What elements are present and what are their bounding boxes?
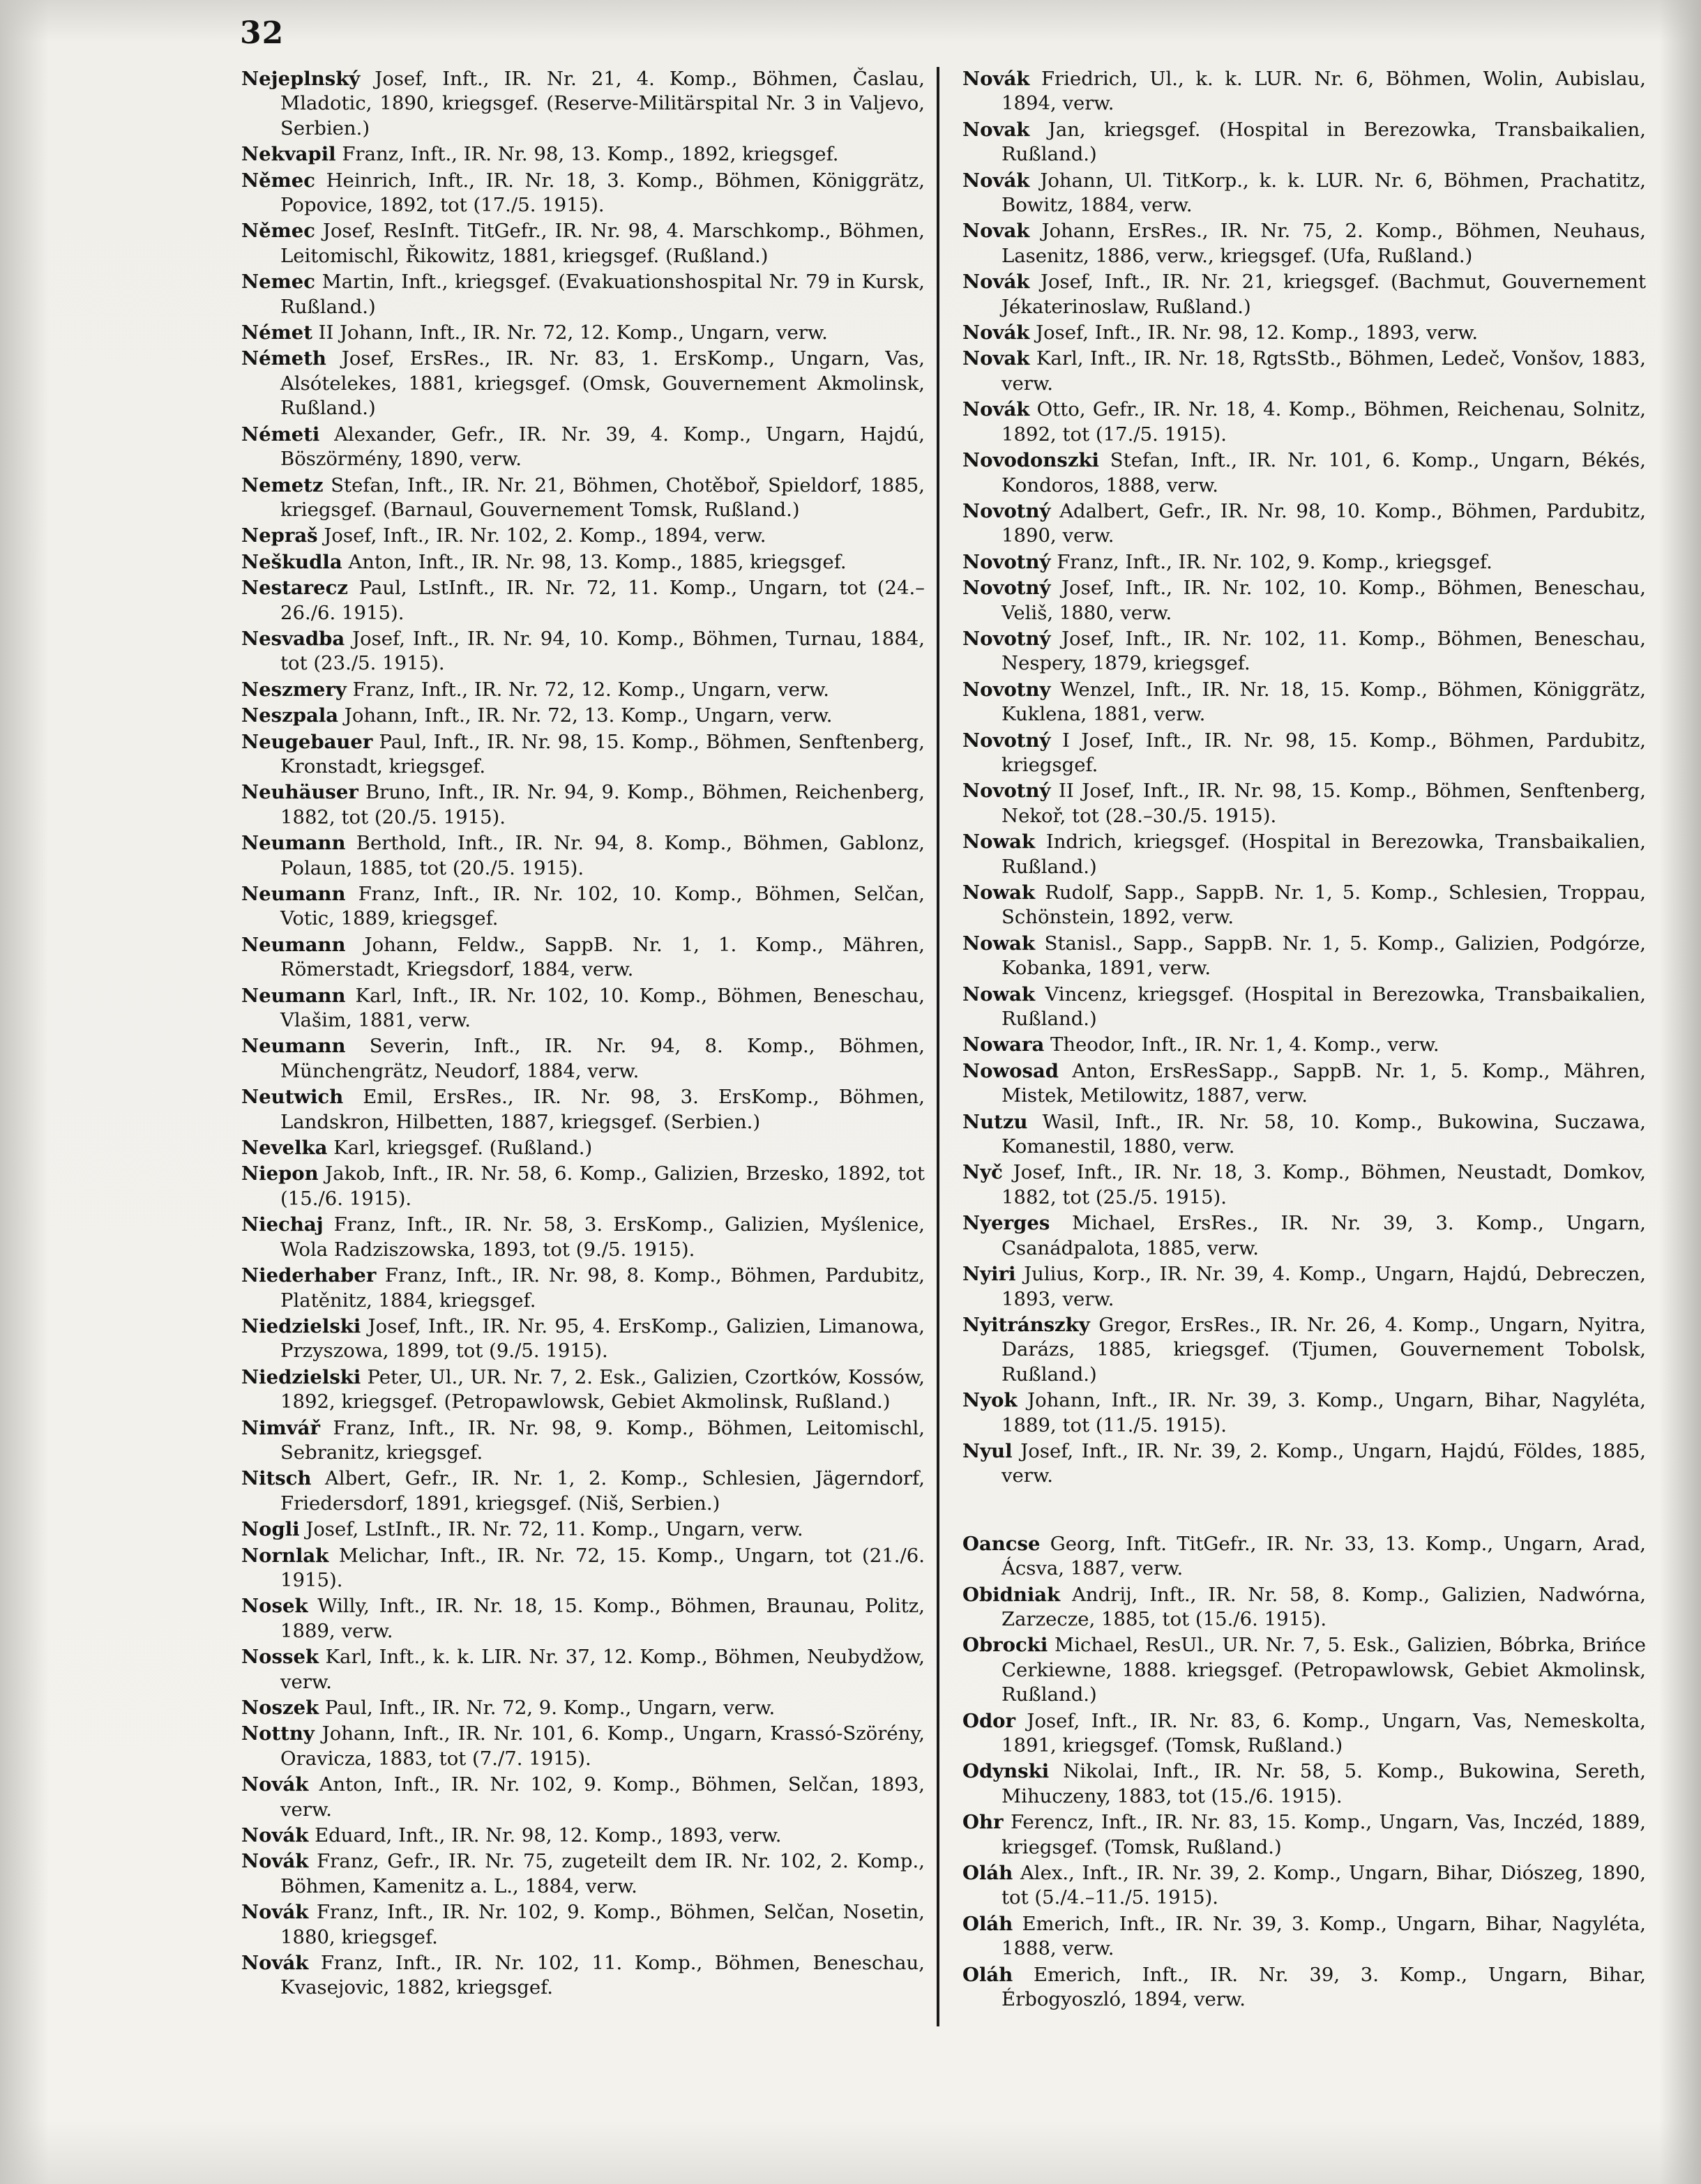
- entry-details: Anton, ErsResSapp., SappB. Nr. 1, 5. Komp., Mähren, Mistek, Metilowitz, 1887, verw.: [1001, 1059, 1646, 1107]
- register-entry: [962, 1709, 1646, 1759]
- register-entry: [241, 67, 925, 141]
- register-entry: [241, 1773, 925, 1822]
- register-entry: [962, 1633, 1646, 1707]
- entry-surname: Novák: [962, 271, 1030, 294]
- register-entry: [962, 1810, 1646, 1860]
- entry-details: Anton, Inft., IR. Nr. 98, 13. Komp., 1885, kriegsgef.: [342, 550, 847, 573]
- entry-surname: Neumann: [241, 883, 346, 905]
- entry-details: Martin, Inft., kriegsgef. (Evakuationshospital Nr. 79 in Kursk, Rußland.): [280, 271, 925, 318]
- entry-surname: Novák: [241, 1824, 309, 1847]
- entry-surname: Nemec: [241, 271, 315, 294]
- entry-details: Georg, Inft. TitGefr., IR. Nr. 33, 13. Komp., Ungarn, Arad, Ácsva, 1887, verw.: [1001, 1532, 1646, 1580]
- register-entry: [241, 1517, 925, 1542]
- entry-surname: Nevelka: [241, 1137, 328, 1160]
- entry-details: Karl, Inft., IR. Nr. 18, RgtsStb., Böhmen, Ledeč, Vonšov, 1883, verw.: [1001, 347, 1646, 395]
- entry-surname: Német: [241, 321, 312, 344]
- entry-surname: Nesvadba: [241, 627, 345, 650]
- entry-details: Wasil, Inft., IR. Nr. 58, 10. Komp., Bukowina, Suczawa, Komanestil, 1880, verw.: [1001, 1110, 1646, 1158]
- entry-surname: Nyok: [962, 1389, 1018, 1412]
- entry-surname: Niepon: [241, 1162, 319, 1185]
- entry-surname: Nossek: [241, 1646, 319, 1669]
- register-entry: [962, 219, 1646, 268]
- register-entry: [962, 729, 1646, 778]
- entry-details: Franz, Inft., IR. Nr. 102, 10. Komp., Böhmen, Selčan, Votic, 1889, kriegsgef.: [280, 883, 925, 930]
- register-entry: [241, 704, 925, 728]
- entry-surname: Němec: [241, 220, 315, 243]
- register-entry: [962, 1160, 1646, 1210]
- entry-details: Bruno, Inft., IR. Nr. 94, 9. Komp., Böhmen, Reichenberg, 1882, tot (20./5. 1915).: [280, 781, 925, 828]
- entry-details: Paul, Inft., IR. Nr. 98, 15. Komp., Böhmen, Senftenberg, Kronstadt, kriegsgef.: [280, 730, 925, 778]
- entry-details: Berthold, Inft., IR. Nr. 94, 8. Komp., Böhmen, Gablonz, Polaun, 1885, tot (20./5. 1915).: [280, 832, 925, 879]
- entry-surname: Neuhäuser: [241, 781, 358, 804]
- entry-details: Johann, Inft., IR. Nr. 101, 6. Komp., Ungarn, Krassó-Szörény, Oravicza, 1883, tot (7./7. 1915).: [280, 1722, 925, 1770]
- entry-surname: Nowak: [962, 932, 1036, 955]
- entry-details: Andrij, Inft., IR. Nr. 58, 8. Komp., Galizien, Nadwórna, Zarzecze, 1885, tot (15./6. 1915).: [1001, 1583, 1646, 1630]
- entry-surname: Oláh: [962, 1862, 1013, 1885]
- register-entry: [241, 1034, 925, 1084]
- entry-surname: Novák: [962, 398, 1030, 421]
- entry-surname: Odor: [962, 1709, 1016, 1732]
- entry-details: Franz, Gefr., IR. Nr. 75, zugeteilt dem IR. Nr. 102, 2. Komp., Böhmen, Kamenitz a. L., 1884, verw.: [280, 1850, 925, 1897]
- entry-surname: Nowak: [962, 983, 1036, 1006]
- entry-surname: Novodonszki: [962, 449, 1099, 472]
- entry-details: Josef, Inft., IR. Nr. 39, 2. Komp., Ungarn, Hajdú, Földes, 1885, verw.: [1001, 1439, 1646, 1487]
- entry-surname: Novák: [962, 321, 1030, 344]
- entry-surname: Nowosad: [962, 1059, 1059, 1082]
- entry-details: Johann, Inft., IR. Nr. 39, 3. Komp., Ungarn, Bihar, Nagyléta, 1889, tot (11./5. 1915).: [1001, 1389, 1646, 1436]
- entry-details: Josef, Inft., IR. Nr. 102, 10. Komp., Böhmen, Beneschau, Veliš, 1880, verw.: [1001, 577, 1646, 624]
- register-entry: [962, 1059, 1646, 1109]
- entry-details: Paul, LstInft., IR. Nr. 72, 11. Komp., Ungarn, tot (24.–26./6. 1915).: [280, 577, 925, 624]
- register-entry: [962, 1110, 1646, 1160]
- entry-details: Franz, Inft., IR. Nr. 98, 9. Komp., Böhmen, Leitomischl, Sebranitz, kriegsgef.: [280, 1416, 925, 1464]
- entry-surname: Novotný: [962, 577, 1051, 600]
- section-n-entries: [962, 67, 1646, 1489]
- entry-surname: Novák: [241, 1850, 309, 1873]
- entry-surname: Novák: [962, 68, 1030, 90]
- entry-details: Michael, ErsRes., IR. Nr. 39, 3. Komp., Ungarn, Csanádpalota, 1885, verw.: [1001, 1212, 1646, 1259]
- entry-details: Indrich, kriegsgef. (Hospital in Berezowka, Transbaikalien, Rußland.): [1001, 831, 1646, 878]
- entry-details: Josef, Inft., IR. Nr. 18, 3. Komp., Böhmen, Neustadt, Domkov, 1882, tot (25./5. 1915).: [1001, 1161, 1646, 1208]
- register-entry: [241, 1544, 925, 1593]
- entry-surname: Nyerges: [962, 1212, 1050, 1235]
- entry-details: Adalbert, Gefr., IR. Nr. 98, 10. Komp., Böhmen, Pardubitz, 1890, verw.: [1001, 499, 1646, 547]
- entry-details: Josef, Inft., IR. Nr. 98, 12. Komp., 1893, verw.: [1029, 321, 1479, 344]
- register-entry: [962, 397, 1646, 447]
- register-entry: [241, 473, 925, 523]
- entry-surname: Neškudla: [241, 550, 342, 573]
- entry-surname: Nornlak: [241, 1544, 329, 1567]
- entry-details: Vincenz, kriegsgef. (Hospital in Berezowka, Transbaikalien, Rußland.): [1001, 983, 1646, 1031]
- entry-details: Johann, ErsRes., IR. Nr. 75, 2. Komp., Böhmen, Neuhaus, Lasenitz, 1886, verw., kriegsgef. (Ufa, Rußland.): [1001, 220, 1646, 267]
- register-entry: [241, 423, 925, 472]
- entry-surname: Noszek: [241, 1697, 319, 1719]
- entry-details: II Josef, Inft., IR. Nr. 98, 15. Komp., Böhmen, Senftenberg, Nekoř, tot (28.–30./5. 1915).: [1001, 780, 1646, 827]
- entry-details: Emerich, Inft., IR. Nr. 39, 3. Komp., Ungarn, Bihar, Érbogyoszló, 1894, verw.: [1001, 1963, 1646, 2011]
- entry-surname: Neumann: [241, 1035, 346, 1058]
- register-entry: [241, 1085, 925, 1135]
- entry-details: Gregor, ErsRes., IR. Nr. 26, 4. Komp., Ungarn, Nyitra, Darázs, 1885, kriegsgef. (Tjumen, Gouvernement Tobolsk, Rußland.): [1001, 1313, 1646, 1386]
- entry-surname: Nepraš: [241, 524, 318, 547]
- page-number: 32: [240, 15, 285, 51]
- entry-surname: Novák: [962, 169, 1030, 192]
- entry-details: Anton, Inft., IR. Nr. 102, 9. Komp., Böhmen, Selčan, 1893, verw.: [280, 1773, 925, 1821]
- right-column: [962, 67, 1646, 2013]
- entry-details: Willy, Inft., IR. Nr. 18, 15. Komp., Böhmen, Braunau, Politz, 1889, verw.: [280, 1595, 925, 1642]
- entry-surname: Niedzielski: [241, 1314, 361, 1337]
- entry-details: Theodor, Inft., IR. Nr. 1, 4. Komp., verw.: [1044, 1033, 1439, 1056]
- register-entry: [241, 270, 925, 319]
- entry-surname: Nosek: [241, 1595, 308, 1618]
- entry-details: Michael, ResUl., UR. Nr. 7, 5. Esk., Galizien, Bóbrka, Brińce Cerkiewne, 1888. kriegsgef. (Petropawlowsk, Gebiet Akmolinsk, Rußland.): [1001, 1634, 1646, 1706]
- register-entry: [241, 1264, 925, 1313]
- register-entry: [962, 576, 1646, 625]
- entry-details: Eduard, Inft., IR. Nr. 98, 12. Komp., 1893, verw.: [308, 1824, 782, 1847]
- register-entry: [962, 1388, 1646, 1438]
- section-o-entries: [962, 1532, 1646, 2012]
- entry-details: I Josef, Inft., IR. Nr. 98, 15. Komp., Böhmen, Pardubitz, kriegsgef.: [1001, 729, 1646, 776]
- register-entry: [241, 1314, 925, 1364]
- entry-details: Otto, Gefr., IR. Nr. 18, 4. Komp., Böhmen, Reichenau, Solnitz, 1892, tot (17./5. 1915).: [1001, 398, 1646, 446]
- entry-details: Franz, Inft., IR. Nr. 72, 12. Komp., Ungarn, verw.: [346, 678, 830, 701]
- register-entry: [962, 1532, 1646, 1582]
- entry-surname: Novák: [241, 1952, 309, 1975]
- entry-details: Franz, Inft., IR. Nr. 102, 11. Komp., Böhmen, Beneschau, Kvasejovic, 1882, kriegsgef.: [280, 1952, 925, 1999]
- entry-surname: Niechaj: [241, 1213, 324, 1236]
- entry-details: Josef, Inft., IR. Nr. 21, kriegsgef. (Bachmut, Gouvernement Jékaterinoslaw, Rußland.): [1001, 271, 1646, 318]
- register-entry: [962, 67, 1646, 116]
- register-entry: [962, 550, 1646, 575]
- entry-details: Emil, ErsRes., IR. Nr. 98, 3. ErsKomp., Böhmen, Landskron, Hilbetten, 1887, kriegsgef. (Serbien.): [280, 1086, 925, 1133]
- register-entry: [241, 1696, 925, 1720]
- entry-surname: Novak: [962, 347, 1030, 370]
- entry-details: II Johann, Inft., IR. Nr. 72, 12. Komp., Ungarn, verw.: [312, 321, 828, 344]
- entry-surname: Nyiri: [962, 1263, 1016, 1286]
- register-entry: [241, 1849, 925, 1899]
- register-entry: [241, 169, 925, 218]
- register-entry: [962, 169, 1646, 218]
- entry-details: Heinrich, Inft., IR. Nr. 18, 3. Komp., Böhmen, Königgrätz, Popovice, 1892, tot (17./5. 1915).: [280, 169, 925, 217]
- entry-details: Josef, Inft., IR. Nr. 95, 4. ErsKomp., Galizien, Limanowa, Przyszowa, 1899, tot (9./5. 1915).: [280, 1314, 925, 1363]
- register-entry: [241, 1951, 925, 2001]
- entry-details: Nikolai, Inft., IR. Nr. 58, 5. Komp., Bukowina, Sereth, Mihuczeny, 1883, tot (15./6. 1915).: [1001, 1760, 1646, 1807]
- register-entry: [962, 1211, 1646, 1261]
- entry-details: Alex., Inft., IR. Nr. 39, 2. Komp., Ungarn, Bihar, Diószeg, 1890, tot (5./4.–11./5. 1915).: [1001, 1862, 1646, 1909]
- entry-surname: Nogli: [241, 1518, 300, 1541]
- register-entry: [241, 524, 925, 548]
- register-entry: [962, 270, 1646, 319]
- entry-details: Albert, Gefr., IR. Nr. 1, 2. Komp., Schlesien, Jägerndorf, Friedersdorf, 1891, kriegsgef. (Niš, Serbien.): [280, 1467, 925, 1515]
- entry-surname: Oláh: [962, 1963, 1013, 1986]
- entry-details: Franz, Inft., IR. Nr. 58, 3. ErsKomp., Galizien, Myślenice, Wola Radziszowska, 1893, tot (9./5. 1915).: [280, 1213, 925, 1261]
- entry-surname: Novotný: [962, 499, 1051, 522]
- entry-surname: Nimvář: [241, 1416, 320, 1439]
- register-entry: [962, 881, 1646, 930]
- entry-surname: Nowara: [962, 1033, 1045, 1056]
- entry-details: Franz, Inft., IR. Nr. 98, 8. Komp., Böhmen, Pardubitz, Platěnitz, 1884, kriegsgef.: [280, 1264, 925, 1312]
- register-entry: [962, 830, 1646, 879]
- register-entry: [241, 780, 925, 830]
- entry-surname: Nyul: [962, 1439, 1013, 1462]
- entry-surname: Niedzielski: [241, 1365, 361, 1388]
- entry-details: Jan, kriegsgef. (Hospital in Berezowka, Transbaikalien, Rußland.): [1001, 118, 1646, 166]
- entry-surname: Nemetz: [241, 473, 324, 496]
- register-entry: [962, 983, 1646, 1032]
- register-entry: [962, 1963, 1646, 2012]
- register-entry: [962, 678, 1646, 727]
- entry-details: Jakob, Inft., IR. Nr. 58, 6. Komp., Galizien, Brzesko, 1892, tot (15./6. 1915).: [280, 1162, 925, 1210]
- entry-details: Stanisl., Sapp., SappB. Nr. 1, 5. Komp., Galizien, Podgórze, Kobanka, 1891, verw.: [1001, 932, 1646, 980]
- register-entry: [962, 1912, 1646, 1962]
- entry-details: Johann, Ul. TitKorp., k. k. LUR. Nr. 6, Böhmen, Prachatitz, Bowitz, 1884, verw.: [1001, 169, 1646, 217]
- entry-details: Franz, Inft., IR. Nr. 102, 9. Komp., Böhmen, Selčan, Nosetin, 1880, kriegsgef.: [280, 1901, 925, 1948]
- entry-surname: Oancse: [962, 1532, 1041, 1555]
- entry-details: Josef, Inft., IR. Nr. 83, 6. Komp., Ungarn, Vas, Nemeskolta, 1891, kriegsgef. (Tomsk, Rußland.): [1001, 1709, 1646, 1757]
- entry-details: Josef, Inft., IR. Nr. 21, 4. Komp., Böhmen, Časlau, Mladotic, 1890, kriegsgef. (Reserve-Militärspital Nr. 3 in Valjevo, Serbien.): [280, 68, 925, 139]
- entry-surname: Németi: [241, 423, 320, 446]
- section-gap: [962, 1490, 1646, 1532]
- entry-details: Alexander, Gefr., IR. Nr. 39, 4. Komp., Ungarn, Hajdú, Böszörmény, 1890, verw.: [280, 423, 925, 471]
- entry-details: Johann, Feldw., SappB. Nr. 1, 1. Komp., Mähren, Römerstadt, Kriegsdorf, 1884, verw.: [280, 933, 925, 981]
- entry-surname: Nowak: [962, 881, 1036, 904]
- register-entry: [241, 347, 925, 420]
- register-entry: [962, 1583, 1646, 1632]
- entry-surname: Neumann: [241, 832, 346, 855]
- entry-details: Rudolf, Sapp., SappB. Nr. 1, 5. Komp., Schlesien, Troppau, Schönstein, 1892, verw.: [1001, 881, 1646, 929]
- entry-details: Peter, Ul., UR. Nr. 7, 2. Esk., Galizien, Czortków, Kossów, 1892, kriegsgef. (Petropawlowsk, Gebiet Akmolinsk, Rußland.): [280, 1365, 925, 1413]
- register-entry: [962, 499, 1646, 549]
- entry-details: Severin, Inft., IR. Nr. 94, 8. Komp., Böhmen, Münchengrätz, Neudorf, 1884, verw.: [280, 1035, 925, 1082]
- register-entry: [962, 347, 1646, 396]
- entry-surname: Němec: [241, 169, 315, 192]
- entry-details: Josef, ResInft. TitGefr., IR. Nr. 98, 4. Marschkomp., Böhmen, Leitomischl, Řikowitz, 1881, kriegsgef. (Rußland.): [280, 220, 925, 267]
- entry-details: Stefan, Inft., IR. Nr. 21, Böhmen, Chotěboř, Spieldorf, 1885, kriegsgef. (Barnaul, Gouvernement Tomsk, Rußland.): [280, 473, 925, 521]
- entry-surname: Obrocki: [962, 1634, 1048, 1657]
- entry-details: Emerich, Inft., IR. Nr. 39, 3. Komp., Ungarn, Bihar, Nagyléta, 1888, verw.: [1001, 1912, 1646, 1960]
- entry-surname: Nowak: [962, 831, 1036, 854]
- entry-surname: Nitsch: [241, 1467, 312, 1490]
- entry-surname: Németh: [241, 347, 326, 370]
- register-entry: [241, 984, 925, 1033]
- entry-details: Josef, Inft., IR. Nr. 102, 2. Komp., 1894, verw.: [317, 524, 766, 547]
- register-entry: [962, 321, 1646, 345]
- register-entry: [962, 1033, 1646, 1057]
- entry-surname: Novák: [241, 1773, 309, 1796]
- page-edge-left: [0, 0, 49, 2184]
- entry-surname: Ohr: [962, 1811, 1004, 1834]
- register-entry: [962, 448, 1646, 498]
- entry-details: Friedrich, Ul., k. k. LUR. Nr. 6, Böhmen, Wolin, Aubislau, 1894, verw.: [1001, 68, 1646, 115]
- register-entry: [241, 1416, 925, 1466]
- register-entry: [241, 933, 925, 983]
- entry-surname: Nutzu: [962, 1110, 1028, 1133]
- entry-surname: Oláh: [962, 1912, 1013, 1935]
- register-entry: [241, 1213, 925, 1262]
- register-entry: [962, 1313, 1646, 1387]
- register-entry: [241, 576, 925, 625]
- entry-surname: Neumann: [241, 984, 346, 1007]
- register-entry: [241, 1594, 925, 1644]
- page-edge-right: [1659, 0, 1701, 2184]
- register-entry: [241, 1900, 925, 1950]
- register-entry: [241, 1162, 925, 1211]
- entry-surname: Novák: [241, 1901, 309, 1924]
- entry-surname: Nyitránszky: [962, 1313, 1090, 1336]
- entry-details: Stefan, Inft., IR. Nr. 101, 6. Komp., Ungarn, Békés, Kondoros, 1888, verw.: [1001, 449, 1646, 496]
- entry-details: Karl, Inft., k. k. LIR. Nr. 37, 12. Komp., Böhmen, Neubydžow, verw.: [280, 1646, 925, 1693]
- entry-details: Karl, kriegsgef. (Rußland.): [327, 1137, 593, 1160]
- register-entry: [241, 882, 925, 932]
- register-entry: [241, 627, 925, 676]
- entry-surname: Neutwich: [241, 1086, 344, 1109]
- entry-surname: Novotný: [962, 550, 1051, 573]
- entry-details: Wenzel, Inft., IR. Nr. 18, 15. Komp., Böhmen, Königgrätz, Kuklena, 1881, verw.: [1001, 678, 1646, 726]
- entry-surname: Nestarecz: [241, 577, 348, 600]
- entry-surname: Nejeplnský: [241, 68, 361, 90]
- entry-details: Josef, Inft., IR. Nr. 102, 11. Komp., Böhmen, Beneschau, Nespery, 1879, kriegsgef.: [1001, 627, 1646, 675]
- register-entry: [241, 831, 925, 881]
- register-entry: [241, 321, 925, 345]
- entry-details: Johann, Inft., IR. Nr. 72, 13. Komp., Ungarn, verw.: [338, 704, 833, 727]
- entry-details: Paul, Inft., IR. Nr. 72, 9. Komp., Ungarn, verw.: [319, 1697, 776, 1719]
- entry-details: Ferencz, Inft., IR. Nr. 83, 15. Komp., Ungarn, Vas, Inczéd, 1889, kriegsgef. (Tomsk, Rußland.): [1001, 1811, 1646, 1858]
- entry-details: Josef, LstInft., IR. Nr. 72, 11. Komp., Ungarn, verw.: [299, 1518, 803, 1541]
- entry-surname: Novotný: [962, 780, 1051, 803]
- entry-details: Julius, Korp., IR. Nr. 39, 4. Komp., Ungarn, Hajdú, Debreczen, 1893, verw.: [1001, 1263, 1646, 1310]
- entry-surname: Neumann: [241, 933, 346, 956]
- register-entry: [962, 1439, 1646, 1489]
- entry-surname: Nekvapil: [241, 143, 336, 166]
- register-entry: [241, 1365, 925, 1415]
- entry-surname: Nyč: [962, 1161, 1003, 1184]
- register-entry: [241, 219, 925, 268]
- entry-details: Josef, Inft., IR. Nr. 94, 10. Komp., Böhmen, Turnau, 1884, tot (23./5. 1915).: [280, 627, 925, 675]
- register-entry: [241, 1823, 925, 1848]
- entry-surname: Odynski: [962, 1760, 1050, 1783]
- entry-surname: Novak: [962, 220, 1030, 243]
- register-entry: [962, 779, 1646, 828]
- entry-surname: Novak: [962, 118, 1030, 141]
- entry-details: Josef, ErsRes., IR. Nr. 83, 1. ErsKomp., Ungarn, Vas, Alsótelekes, 1881, kriegsgef. (Omsk, Gouvernement Akmolinsk, Rußland.): [280, 347, 925, 420]
- register-entry: [962, 1262, 1646, 1312]
- register-entry: [962, 1759, 1646, 1809]
- register-entry: [241, 1466, 925, 1516]
- entry-surname: Niederhaber: [241, 1264, 377, 1287]
- register-entry: [241, 1645, 925, 1694]
- register-entry: [241, 550, 925, 575]
- entry-surname: Nottny: [241, 1722, 315, 1745]
- entry-surname: Novotny: [962, 678, 1051, 701]
- entry-details: Melichar, Inft., IR. Nr. 72, 15. Komp., Ungarn, tot (21./6. 1915).: [280, 1544, 925, 1591]
- left-column: [241, 67, 925, 2002]
- column-divider: [937, 67, 939, 2026]
- entry-surname: Neszpala: [241, 704, 339, 727]
- entry-details: Karl, Inft., IR. Nr. 102, 10. Komp., Böhmen, Beneschau, Vlašim, 1881, verw.: [280, 984, 925, 1032]
- register-entry: [962, 932, 1646, 981]
- register-entry: [962, 118, 1646, 167]
- register-entry: [241, 142, 925, 167]
- register-entry: [962, 1861, 1646, 1911]
- register-entry: [241, 1136, 925, 1160]
- entry-details: Franz, Inft., IR. Nr. 102, 9. Komp., kriegsgef.: [1050, 550, 1492, 573]
- register-entry: [962, 627, 1646, 676]
- entry-surname: Novotný: [962, 729, 1051, 752]
- register-entry: [241, 678, 925, 702]
- register-entry: [241, 1722, 925, 1771]
- entry-surname: Novotný: [962, 627, 1051, 650]
- entry-surname: Obidniak: [962, 1583, 1061, 1606]
- entry-details: Franz, Inft., IR. Nr. 98, 13. Komp., 1892, kriegsgef.: [335, 143, 839, 166]
- entry-surname: Neszmery: [241, 678, 347, 701]
- register-entry: [241, 730, 925, 780]
- entry-surname: Neugebauer: [241, 730, 373, 753]
